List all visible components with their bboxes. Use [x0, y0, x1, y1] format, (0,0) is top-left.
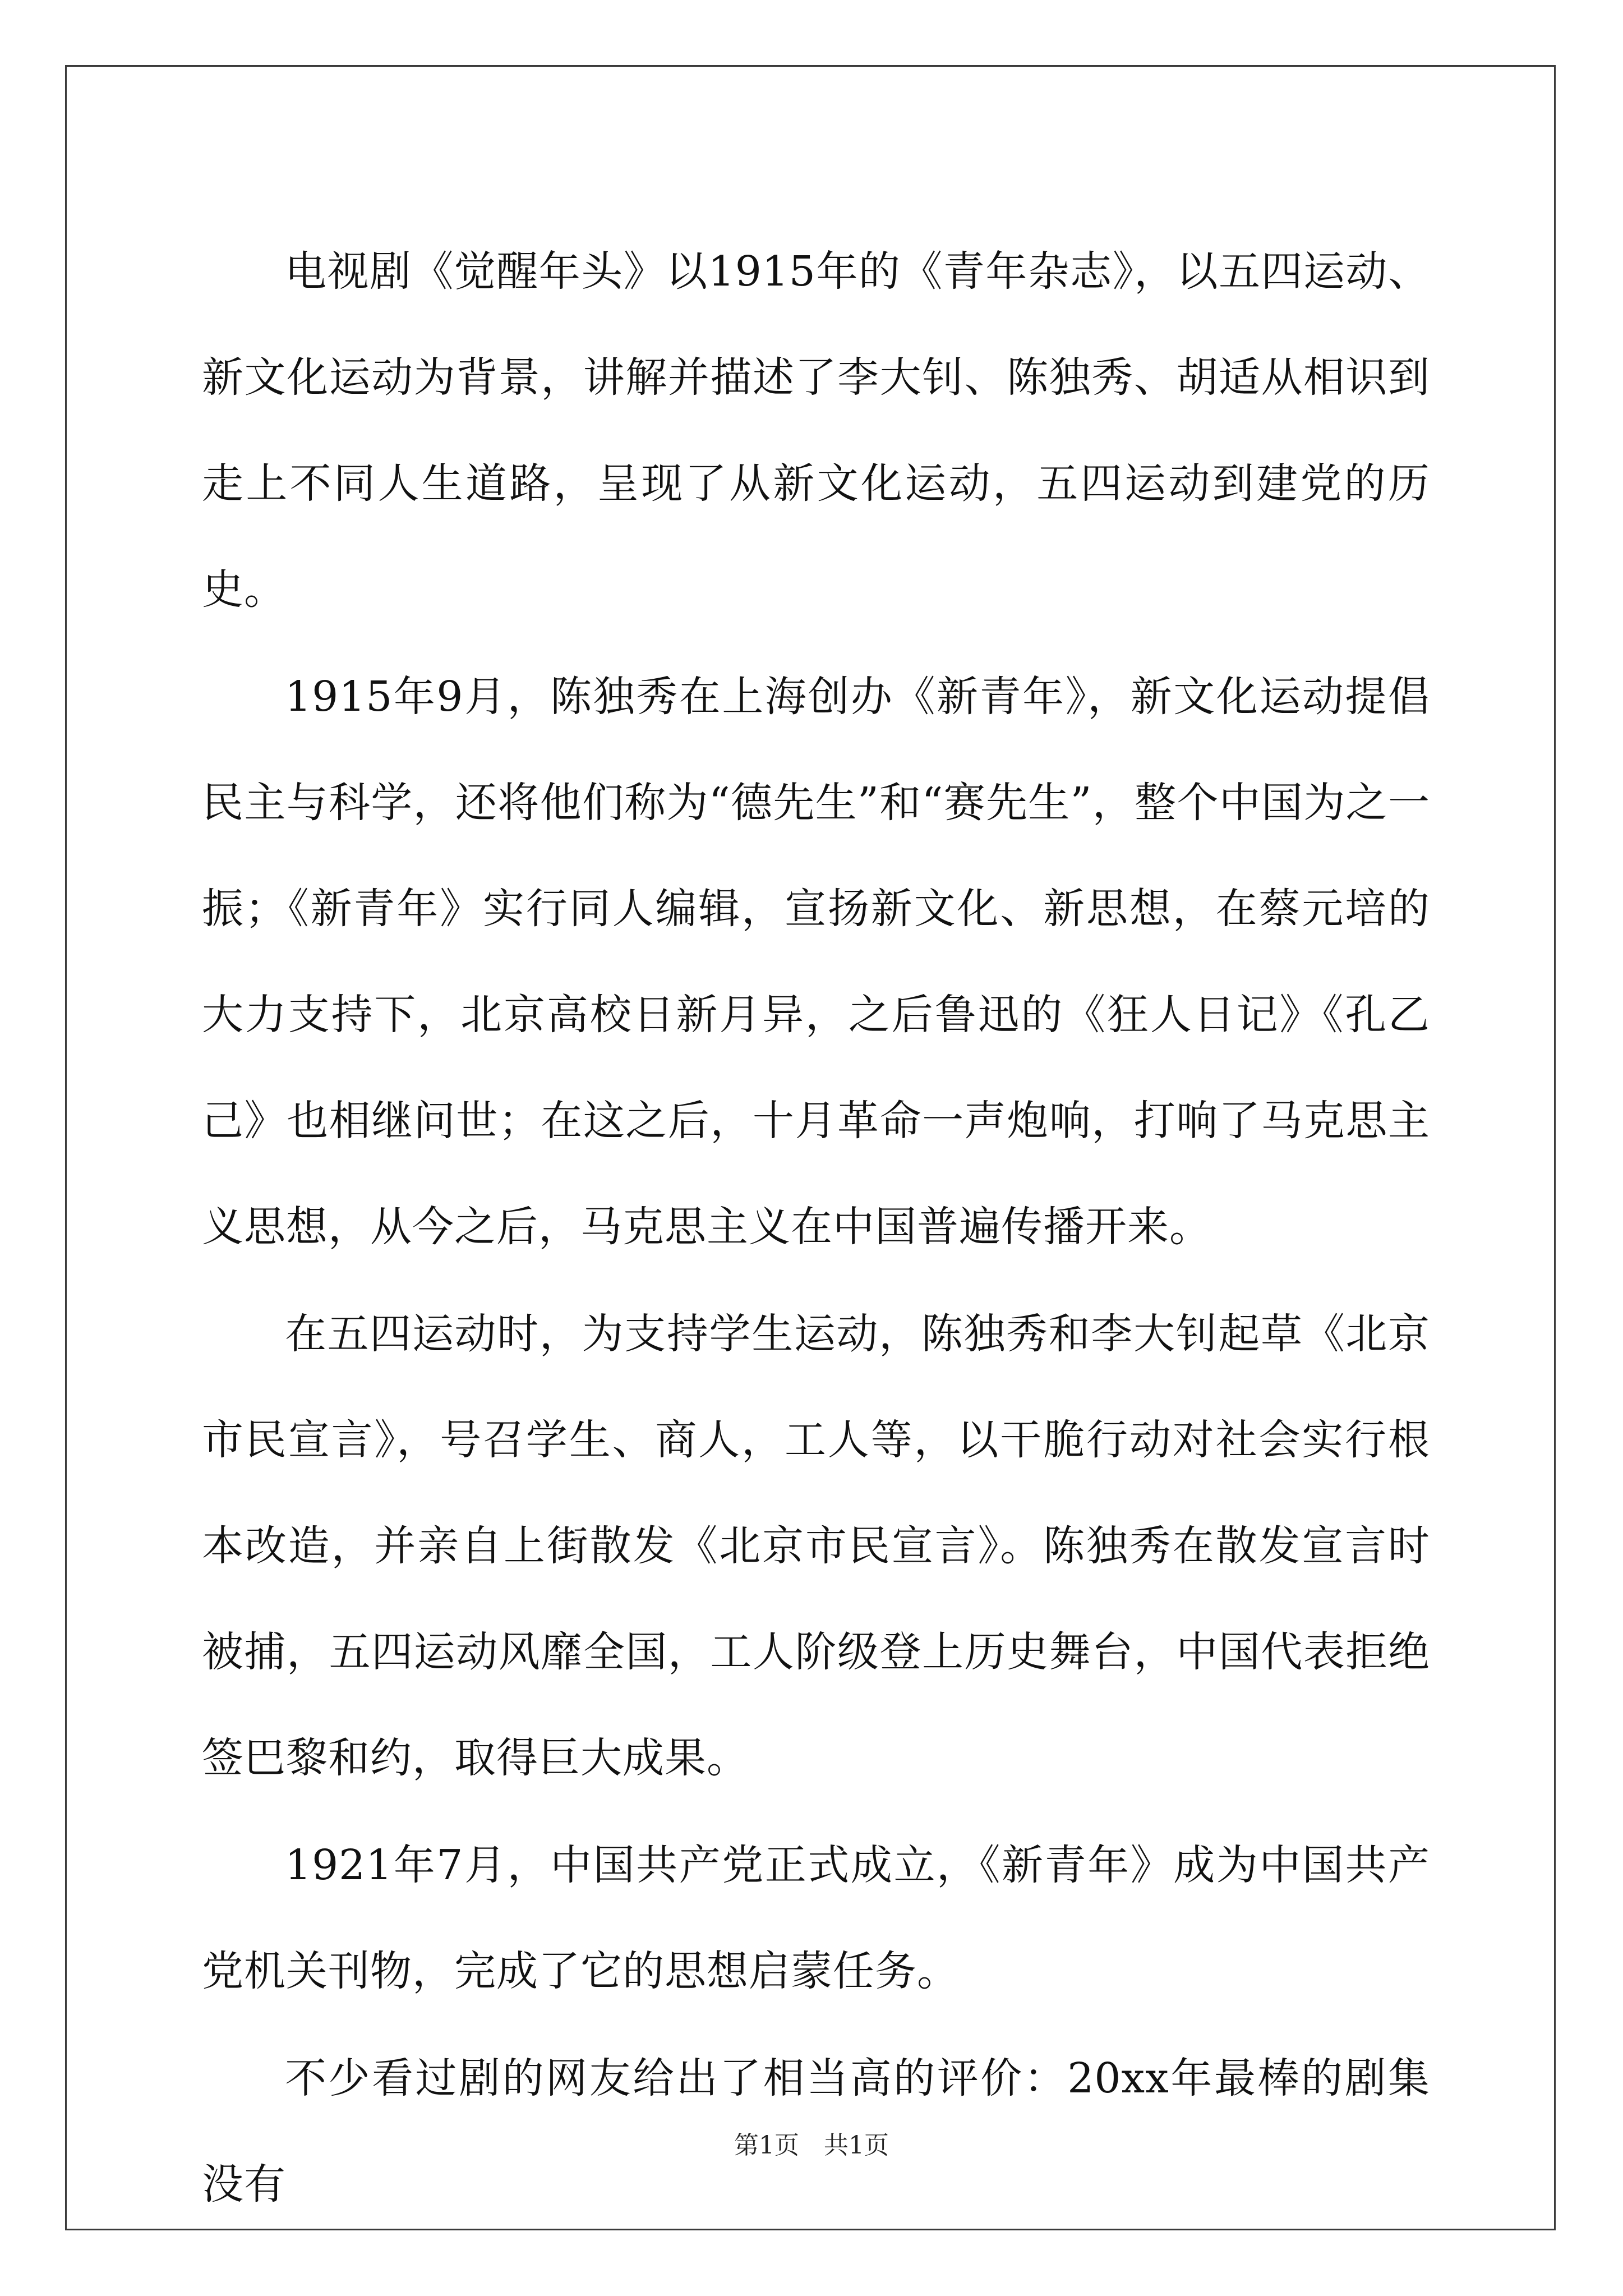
paragraph-1: 电视剧《觉醒年头》以1915年的《青年杂志》，以五四运动、新文化运动为背景，讲解并描述了李大钊、陈独秀、胡适从相识到走上不同人生道路，呈现了从新文化运动，五四运动到建党的历史。	[202, 247, 1430, 614]
paragraph-2: 1915年9月，陈独秀在上海创办《新青年》，新文化运动提倡民主与科学，还将他们称为“德先生”和“赛先生”，整个中国为之一振；《新青年》实行同人编辑，宣扬新文化、新思想，在蔡元培的大力支持下，北京高校日新月异，之后鲁迅的《狂人日记》《孔乙己》也相继问世；在这之后，十月革命一声炮响，打响了马克思主义思想，从今之后，马克思主义在中国普遍传播开来。	[202, 673, 1430, 1251]
paragraph-4: 1921年7月，中国共产党正式成立，《新青年》成为中国共产党机关刊物，完成了它的思想启蒙任务。	[202, 1841, 1430, 1995]
paragraph-3: 在五四运动时，为支持学生运动，陈独秀和李大钊起草《北京市民宣言》，号召学生、商人，工人等，以干脆行动对社会实行根本改造，并亲自上街散发《北京市民宣言》。陈独秀在散发宣言时被捕，五四运动风靡全国，工人阶级登上历史舞台，中国代表拒绝签巴黎和约，取得巨大成果。	[202, 1310, 1430, 1782]
paragraph-5: 不少看过剧的网友给出了相当高的评价：20xx年最棒的剧集没有	[202, 2054, 1430, 2208]
page-number-footer: 第1页 共1页	[734, 2131, 889, 2160]
document-body	[202, 219, 1430, 2239]
